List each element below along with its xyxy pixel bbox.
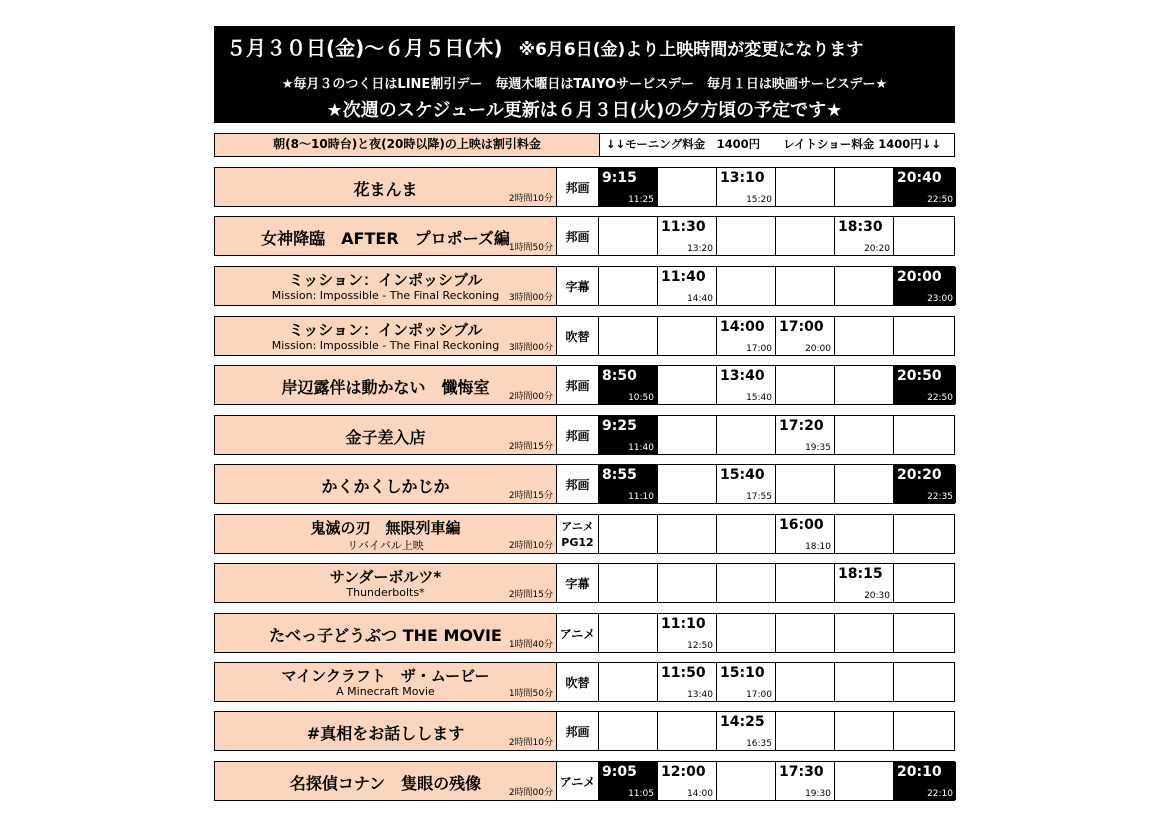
showtime-slot	[717, 366, 776, 404]
empty-slot	[835, 416, 894, 454]
empty-slot	[658, 317, 717, 355]
showtime-end: 17:00	[746, 690, 772, 700]
showtime-slot	[835, 564, 894, 602]
movie-title: 名探偵コナン 隻眼の残像	[289, 774, 482, 793]
empty-slot	[717, 762, 776, 800]
empty-slot	[894, 217, 956, 255]
empty-slot	[835, 168, 894, 206]
showtime-end: 18:10	[805, 542, 831, 552]
movie-subtitle: A Minecraft Movie	[336, 685, 435, 698]
empty-slot	[894, 515, 956, 553]
empty-slot	[717, 416, 776, 454]
movie-duration: 2時間15分	[508, 442, 553, 452]
movie-title: 女神降臨 AFTER プロポーズ編	[261, 229, 510, 248]
movie-type	[557, 317, 599, 355]
showtime-start: 13:10	[720, 170, 765, 186]
showtime-end: 23:00	[927, 294, 953, 304]
empty-slot	[599, 564, 658, 602]
movie-duration: 2時間15分	[508, 590, 553, 600]
empty-slot	[776, 465, 835, 503]
showtime-end: 19:30	[805, 789, 831, 799]
empty-slot	[658, 416, 717, 454]
movie-subtitle: Thunderbolts*	[346, 586, 425, 599]
movie-type	[557, 267, 599, 305]
movie-duration: 1時間40分	[508, 640, 553, 650]
empty-slot	[835, 515, 894, 553]
showtime-slot	[658, 614, 717, 652]
movie-title: #真相をお話しします	[306, 724, 465, 743]
movie-title: 花まんま	[353, 180, 418, 199]
movie-title-cell	[215, 168, 557, 206]
showtime-slot	[717, 317, 776, 355]
showtime-end: 10:50	[628, 393, 654, 403]
movie-title-cell	[215, 416, 557, 454]
empty-slot	[894, 416, 956, 454]
showtime-slot	[776, 515, 835, 553]
header-dates-line	[226, 32, 863, 61]
showtime-slot	[599, 416, 658, 454]
showtime-start: 20:40	[897, 170, 942, 186]
showtime-end: 16:35	[746, 739, 772, 749]
movie-type	[557, 564, 599, 602]
showtime-end: 22:10	[927, 789, 953, 799]
movie-duration: 2時間10分	[508, 194, 553, 204]
showtime-start: 18:30	[838, 219, 883, 235]
showtime-start: 9:15	[602, 170, 637, 186]
movie-title-cell	[215, 366, 557, 404]
movie-type	[557, 663, 599, 701]
empty-slot	[599, 614, 658, 652]
empty-slot	[835, 614, 894, 652]
movie-subtitle: Mission: Impossible - The Final Reckoning	[271, 289, 500, 302]
movie-title: 鬼滅の刃 無限列車編	[310, 519, 461, 537]
service-days: ★毎月３のつく日はLINE割引デー 毎週木曜日はTAIYOサービスデー 毎月１日は映画サービスデー★	[281, 77, 888, 92]
movie-subtitle: リバイバル上映	[347, 539, 424, 552]
showtime-end: 15:40	[746, 393, 772, 403]
movie-title-cell	[215, 614, 557, 652]
showtime-slot	[894, 267, 956, 305]
showtime-slot	[894, 465, 956, 503]
movie-row	[214, 613, 955, 653]
showtime-end: 12:50	[687, 641, 713, 651]
movie-type	[557, 217, 599, 255]
movie-rating: PG12	[561, 536, 594, 549]
empty-slot	[894, 663, 956, 701]
showtime-end: 11:40	[628, 443, 654, 453]
showtime-start: 17:00	[779, 319, 824, 335]
showtime-slot	[894, 168, 956, 206]
showtime-slot	[894, 762, 956, 800]
movie-row	[214, 514, 955, 554]
movie-type	[557, 168, 599, 206]
movie-type-label: 邦画	[565, 181, 590, 195]
movie-title: かくかくしかじか	[321, 477, 450, 496]
empty-slot	[835, 267, 894, 305]
empty-slot	[835, 762, 894, 800]
showtime-start: 9:25	[602, 418, 637, 434]
showtime-slot	[658, 762, 717, 800]
empty-slot	[599, 515, 658, 553]
movie-title: ミッション：インポッシブル	[288, 321, 483, 339]
showtime-start: 14:00	[720, 319, 765, 335]
showtime-start: 16:00	[779, 517, 824, 533]
movie-row	[214, 266, 955, 306]
schedule-change-note: ※6月6日(金)より上映時間が変更になります	[518, 40, 864, 60]
movie-duration: 3時間00分	[508, 293, 553, 303]
movie-type	[557, 366, 599, 404]
movie-title: 金子差入店	[345, 428, 426, 447]
showtime-end: 22:50	[927, 393, 953, 403]
empty-slot	[599, 317, 658, 355]
showtime-end: 13:40	[687, 690, 713, 700]
movie-type-label: アニメ	[559, 627, 596, 641]
showtime-end: 20:00	[805, 344, 831, 354]
empty-slot	[776, 366, 835, 404]
showtime-start: 18:15	[838, 566, 883, 582]
movie-type-label: 字幕	[565, 280, 590, 294]
showtime-slot	[835, 217, 894, 255]
movie-type	[557, 515, 599, 553]
empty-slot	[717, 267, 776, 305]
movie-type	[557, 614, 599, 652]
movie-type-label: アニメ	[561, 520, 594, 533]
update-notice: ★次週のスケジュール更新は６月３日(火)の夕方頃の予定です★	[326, 100, 843, 121]
showtime-slot	[776, 317, 835, 355]
movie-title-cell	[215, 217, 557, 255]
movie-type-label: 邦画	[565, 379, 590, 393]
movie-title-cell	[215, 564, 557, 602]
movie-row	[214, 563, 955, 603]
discount-note: 朝(8～10時台)と夜(20時以降)の上映は割引料金	[215, 134, 600, 156]
empty-slot	[894, 317, 956, 355]
showtime-slot	[599, 366, 658, 404]
movie-duration: 2時間10分	[508, 738, 553, 748]
movie-type-label: 邦画	[565, 478, 590, 492]
empty-slot	[776, 712, 835, 750]
showtime-end: 22:35	[927, 492, 953, 502]
movie-duration: 1時間50分	[508, 243, 553, 253]
movie-type-label: 邦画	[565, 725, 590, 739]
showtime-start: 12:00	[661, 764, 706, 780]
showtime-start: 20:20	[897, 467, 942, 483]
movie-duration: 2時間00分	[508, 788, 553, 798]
movie-row	[214, 711, 955, 751]
movie-row	[214, 464, 955, 504]
movie-type	[557, 416, 599, 454]
empty-slot	[776, 564, 835, 602]
movie-duration: 2時間15分	[508, 491, 553, 501]
showtime-start: 20:00	[897, 269, 942, 285]
movie-title: マインクラフト ザ・ムービー	[281, 667, 490, 685]
showtime-end: 17:00	[746, 344, 772, 354]
movie-title: 岸辺露伴は動かない 懺悔室	[281, 378, 490, 397]
showtime-start: 17:20	[779, 418, 824, 434]
showtime-slot	[658, 217, 717, 255]
showtime-start: 8:55	[602, 467, 637, 483]
empty-slot	[717, 564, 776, 602]
showtime-start: 11:50	[661, 665, 706, 681]
empty-slot	[599, 217, 658, 255]
movie-row	[214, 216, 955, 256]
showtime-slot	[717, 663, 776, 701]
showtime-start: 14:25	[720, 714, 765, 730]
movie-row	[214, 761, 955, 801]
movie-row	[214, 365, 955, 405]
movie-duration: 2時間10分	[508, 541, 553, 551]
showtime-start: 20:10	[897, 764, 942, 780]
showtime-start: 8:50	[602, 368, 637, 384]
movie-title: たべっ子どうぶつ THE MOVIE	[269, 626, 502, 645]
empty-slot	[599, 712, 658, 750]
movie-row	[214, 662, 955, 702]
showtime-end: 11:10	[628, 492, 654, 502]
showtime-slot	[658, 663, 717, 701]
movie-title-cell	[215, 267, 557, 305]
empty-slot	[717, 515, 776, 553]
empty-slot	[658, 366, 717, 404]
showtime-end: 14:40	[687, 294, 713, 304]
rate-info: ↓↓モーニング料金 1400円 レイトショー料金 1400円↓↓	[606, 137, 942, 151]
movie-type	[557, 762, 599, 800]
movie-type-label: 邦画	[565, 429, 590, 443]
empty-slot	[776, 217, 835, 255]
movie-type-label: アニメ	[559, 775, 596, 789]
movie-title-cell	[215, 663, 557, 701]
showtime-slot	[658, 267, 717, 305]
empty-slot	[835, 712, 894, 750]
empty-slot	[717, 217, 776, 255]
empty-slot	[599, 267, 658, 305]
movie-title: ミッション：インポッシブル	[288, 271, 483, 289]
schedule-header	[214, 26, 955, 123]
showtime-start: 11:40	[661, 269, 706, 285]
empty-slot	[776, 614, 835, 652]
showtime-start: 17:30	[779, 764, 824, 780]
movie-type	[557, 712, 599, 750]
showtime-slot	[776, 416, 835, 454]
showtime-slot	[599, 168, 658, 206]
showtime-slot	[894, 366, 956, 404]
movie-type	[557, 465, 599, 503]
empty-slot	[776, 267, 835, 305]
empty-slot	[894, 712, 956, 750]
showtime-end: 11:25	[628, 195, 654, 205]
showtime-end: 13:20	[687, 244, 713, 254]
movie-title-cell	[215, 515, 557, 553]
movie-title-cell	[215, 762, 557, 800]
empty-slot	[599, 663, 658, 701]
showtime-end: 19:35	[805, 443, 831, 453]
movie-duration: 2時間00分	[508, 392, 553, 402]
showtime-slot	[717, 465, 776, 503]
showtime-start: 15:40	[720, 467, 765, 483]
showtime-start: 15:10	[720, 665, 765, 681]
showtime-slot	[599, 465, 658, 503]
movie-row	[214, 316, 955, 356]
movie-title-cell	[215, 712, 557, 750]
showtime-end: 22:50	[927, 195, 953, 205]
empty-slot	[894, 564, 956, 602]
empty-slot	[776, 168, 835, 206]
empty-slot	[835, 663, 894, 701]
showtime-end: 11:05	[628, 789, 654, 799]
movie-duration: 3時間00分	[508, 343, 553, 353]
movie-title-cell	[215, 465, 557, 503]
movie-title-cell	[215, 317, 557, 355]
empty-slot	[835, 317, 894, 355]
movie-type-label: 邦画	[565, 230, 590, 244]
showtime-start: 9:05	[602, 764, 637, 780]
empty-slot	[894, 614, 956, 652]
showtime-start: 11:30	[661, 219, 706, 235]
pricing-bar	[214, 133, 955, 157]
showtime-start: 11:10	[661, 616, 706, 632]
showtime-start: 13:40	[720, 368, 765, 384]
empty-slot	[658, 515, 717, 553]
showtime-end: 20:20	[864, 244, 890, 254]
movie-subtitle: Mission: Impossible - The Final Reckoning	[271, 339, 500, 352]
empty-slot	[658, 712, 717, 750]
empty-slot	[835, 366, 894, 404]
empty-slot	[658, 564, 717, 602]
week-dates: ５月３０日(金)～６月５日(木)	[226, 36, 503, 60]
movie-type-label: 吹替	[565, 330, 590, 344]
showtime-end: 20:30	[864, 591, 890, 601]
showtime-start: 20:50	[897, 368, 942, 384]
movie-row	[214, 415, 955, 455]
showtime-slot	[717, 712, 776, 750]
empty-slot	[658, 168, 717, 206]
empty-slot	[658, 465, 717, 503]
movie-type-label: 字幕	[565, 577, 590, 591]
movie-duration: 1時間50分	[508, 689, 553, 699]
empty-slot	[835, 465, 894, 503]
movie-row	[214, 167, 955, 207]
showtime-slot	[599, 762, 658, 800]
movie-type-label: 吹替	[565, 676, 590, 690]
movie-title: サンダーボルツ*	[329, 568, 442, 586]
showtime-end: 17:55	[746, 492, 772, 502]
showtime-end: 15:20	[746, 195, 772, 205]
showtime-end: 14:00	[687, 789, 713, 799]
empty-slot	[776, 663, 835, 701]
showtime-slot	[717, 168, 776, 206]
showtime-slot	[776, 762, 835, 800]
empty-slot	[717, 614, 776, 652]
